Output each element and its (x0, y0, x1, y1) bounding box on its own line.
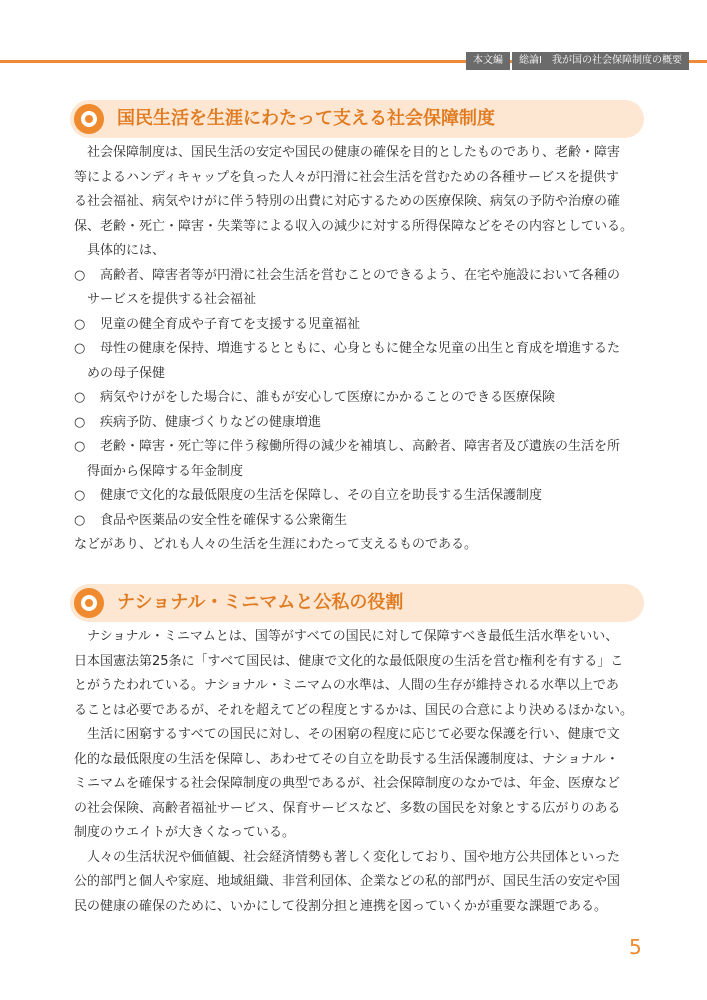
paragraph-line: の社会保険、高齢者福祉サービス、保育サービスなど、多数の国民を対象とする広がりのある (74, 800, 621, 816)
intro-text: 具体的には、 (87, 243, 166, 258)
paragraph-line: 化的な最低限度の生活を保障し、あわせてその自立を助長する生活保護制度は、ナショナル・ (74, 751, 619, 767)
paragraph-line: 人々の生活状況や価値観、社会経済情勢も著しく変化しており、国や地方公共団体といった (87, 849, 621, 865)
bullet-circle-icon: ○ (74, 488, 86, 503)
list-item-continued: めの母子保健 (87, 365, 166, 381)
bullet-circle-icon: ○ (74, 439, 86, 454)
section-heading-social-security (70, 100, 644, 138)
list-item: 母性の健康を保持、増進するとともに、心身ともに健全な児童の出生と育成を増進するた (100, 341, 621, 356)
paragraph-line: とがうたわれている。ナショナル・ミニマムの水準は、人間の生存が維持される水準以上であ (74, 678, 619, 693)
section-title: 国民生活を生涯にわたって支える社会保障制度 (117, 108, 495, 129)
page-number: 5 (629, 935, 642, 959)
circle-bullet-icon (74, 104, 104, 134)
bullet-circle-icon: ○ (74, 316, 86, 332)
header-section-label: 総論Ⅰ 我が国の社会保障制度の概要 (512, 52, 689, 70)
bullet-circle-icon: ○ (74, 390, 86, 405)
bullet-circle-icon: ○ (74, 341, 86, 356)
list-item: 老齢・障害・死亡等に伴う稼働所得の減少を補填し、高齢者、障害者及び遺族の生活を所 (100, 439, 621, 454)
paragraph-line: 日本国憲法第25条に「すべて国民は、健康で文化的な最低限度の生活を営む権利を有する」こ (74, 653, 624, 669)
paragraph-line: 生活に困窮するすべての国民に対し、その困窮の程度に応じて必要な保護を行い、健康で文 (87, 727, 620, 742)
bullet-circle-icon: ○ (74, 512, 86, 528)
paragraph-line: 社会保障制度は、国民生活の安定や国民の健康の確保を目的としたものであり、老齢・障害 (87, 145, 621, 160)
list-item: 高齢者、障害者等が円滑に社会生活を営むことのできるよう、在宅や施設において各種の (100, 267, 621, 283)
paragraph-line: 公的部門と個人や家庭、地域組織、非営利団体、企業などの私的部門が、国民生活の安定や国 (74, 874, 621, 889)
paragraph-line: 制度のウエイトが大きくなっている。 (74, 825, 296, 840)
list-item: 児童の健全育成や子育てを支援する児童福祉 (100, 316, 361, 332)
section-title: ナショナル・ミニマムと公私の役割 (117, 592, 404, 613)
bullet-circle-icon: ○ (74, 414, 86, 430)
list-item: 食品や医薬品の安全性を確保する公衆衛生 (100, 512, 348, 528)
circle-bullet-icon (74, 588, 104, 618)
paragraph-line: ることは必要であるが、それを超えてどの程度とするかは、国民の合意により決めるほかない。 (74, 702, 634, 718)
list-item-continued: 得面から保障する年金制度 (87, 463, 244, 479)
paragraph-line: 等によるハンディキャップを負った人々が円滑に社会生活を営むための各種サービスを提供す (74, 169, 619, 185)
paragraph-line: る社会福祉、病気やけがに伴う特別の出費に対応するための医療保険、病気の予防や治療の確 (74, 194, 621, 209)
paragraph-line: ミニマムを確保する社会保障制度の典型であるが、社会保障制度のなかでは、年金、医療など (74, 776, 621, 791)
closing-text: などがあり、どれも人々の生活を生涯にわたって支えるものである。 (74, 537, 478, 552)
list-item: 病気やけがをした場合に、誰もが安心して医療にかかることのできる医療保険 (100, 390, 556, 405)
section-heading-national-minimum (70, 584, 644, 622)
list-item-continued: サービスを提供する社会福祉 (87, 292, 257, 307)
running-header (466, 52, 689, 70)
list-item: 健康で文化的な最低限度の生活を保障し、その自立を助長する生活保護制度 (100, 488, 543, 503)
paragraph-line: 民の健康の確保のために、いかにして役割分担と連携を図っていくかが重要な課題である。 (74, 898, 608, 914)
bullet-circle-icon: ○ (74, 267, 86, 283)
list-item: 疾病予防、健康づくりなどの健康増進 (100, 414, 322, 430)
paragraph-line: ナショナル・ミニマムとは、国等がすべての国民に対して保障すべき最低生活水準をいい、 (87, 629, 619, 644)
paragraph-line: 保、老齢・死亡・障害・失業等による収入の減少に対する所得保障などをその内容としている。 (74, 218, 634, 234)
header-part-label: 本文編 (466, 52, 510, 70)
